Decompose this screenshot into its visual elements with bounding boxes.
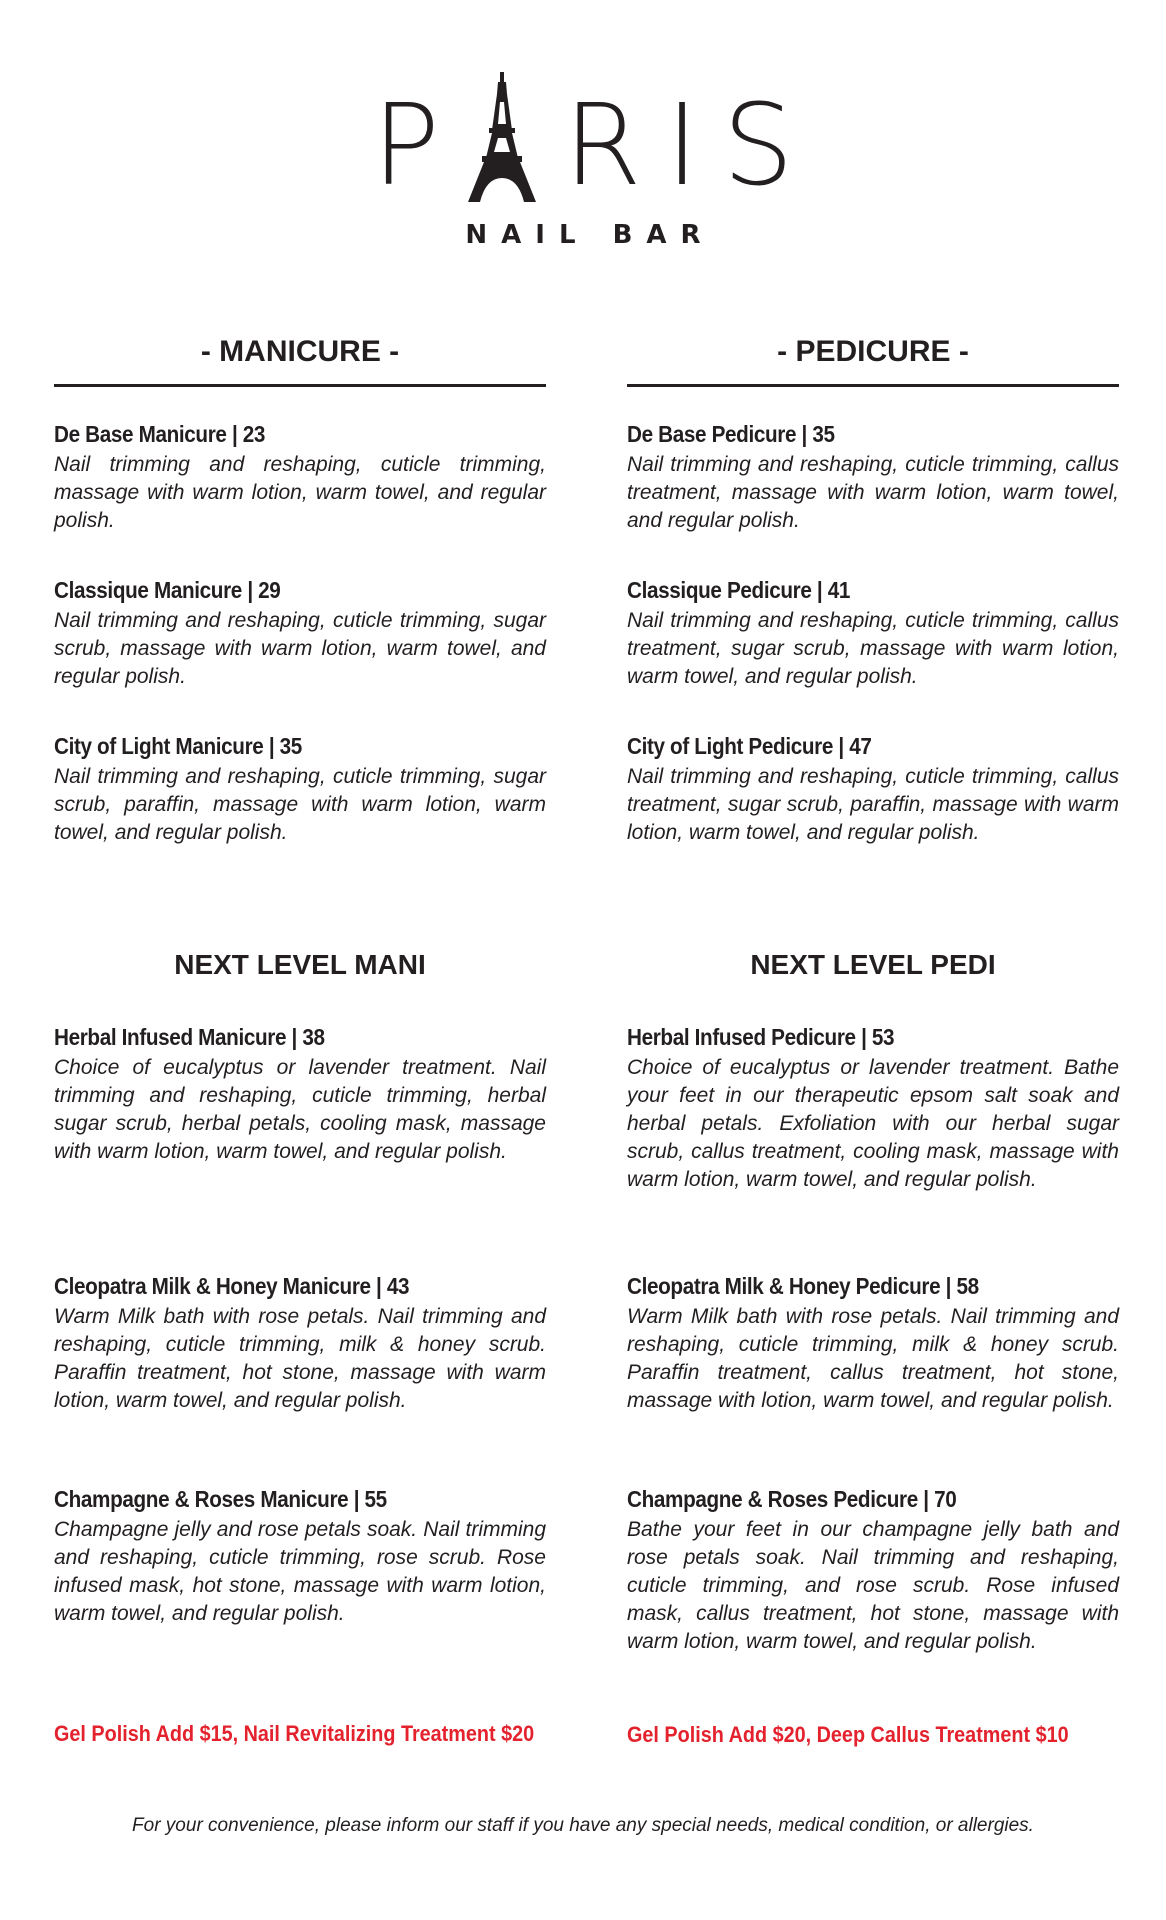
logo-subtitle: NAIL BAR — [465, 220, 715, 250]
service-description: Bathe your feet in our champagne jelly bath and rose petals soak. Nail trimming and reshaping, cuticle trimming, and rose scrub. Rose infused mask, callus treatment, hot stone, massage with warm lotion, warm towel, and regular polish. — [627, 1518, 1119, 1653]
service-item — [627, 732, 1119, 847]
service-title: De Base Pedicure | 35 — [627, 421, 835, 447]
pedicure-heading: - PEDICURE - — [627, 330, 1119, 387]
service-description: Choice of eucalyptus or lavender treatment. Bathe your feet in our therapeutic epsom salt soak and herbal petals. Exfoliation with our herbal sugar scrub, callus treatment, cooling mask, massage with warm lotion, warm towel, and regular polish. — [627, 1056, 1119, 1191]
service-title: Cleopatra Milk & Honey Pedicure | 58 — [627, 1273, 979, 1299]
service-item — [627, 420, 1119, 535]
service-description: Nail trimming and reshaping, cuticle trimming, sugar scrub, massage with warm lotion, warm towel, and regular polish. — [54, 609, 546, 688]
service-item — [54, 1272, 546, 1415]
service-item — [54, 576, 546, 691]
service-item — [627, 1023, 1119, 1194]
service-item — [54, 732, 546, 847]
service-description: Nail trimming and reshaping, cuticle trimming, callus treatment, massage with warm lotion, warm towel, and regular polish. — [627, 453, 1119, 532]
eiffel-tower-icon — [462, 72, 542, 202]
manicure-addons: Gel Polish Add $15, Nail Revitalizing Treatment $20 — [54, 1721, 535, 1746]
service-item — [54, 420, 546, 535]
service-description: Warm Milk bath with rose petals. Nail trimming and reshaping, cuticle trimming, milk & honey scrub. Paraffin treatment, callus treatment, hot stone, massage with lotion, warm towel, and regular polish. — [627, 1305, 1119, 1412]
service-title: City of Light Manicure | 35 — [54, 733, 302, 759]
logo-letter-p: P — [372, 81, 440, 211]
service-title: Classique Manicure | 29 — [54, 577, 281, 603]
manicure-heading: - MANICURE - — [54, 330, 546, 387]
service-item — [54, 1485, 546, 1628]
service-description: Nail trimming and reshaping, cuticle trimming, callus treatment, sugar scrub, massage with warm lotion, warm towel, and regular polish. — [627, 609, 1119, 688]
service-title: Cleopatra Milk & Honey Manicure | 43 — [54, 1273, 410, 1299]
logo-letter-r: R — [563, 81, 642, 211]
service-description: Choice of eucalyptus or lavender treatment. Nail trimming and reshaping, cuticle trimming, herbal sugar scrub, herbal petals, cooling mask, massage with warm lotion, warm towel, and regular polish. — [54, 1056, 546, 1163]
next-level-pedi-heading: NEXT LEVEL PEDI — [750, 949, 996, 980]
pedicure-addons: Gel Polish Add $20, Deep Callus Treatment $10 — [627, 1722, 1069, 1747]
service-title: Herbal Infused Manicure | 38 — [54, 1024, 325, 1050]
service-title: Herbal Infused Pedicure | 53 — [627, 1024, 895, 1050]
service-item — [54, 1023, 546, 1166]
service-description: Nail trimming and reshaping, cuticle trimming, massage with warm lotion, warm towel, and regular polish. — [54, 453, 546, 532]
logo-wordmark — [0, 72, 1166, 211]
service-description: Nail trimming and reshaping, cuticle trimming, sugar scrub, paraffin, massage with warm lotion, warm towel, and regular polish. — [54, 765, 546, 844]
service-title: Champagne & Roses Manicure | 55 — [54, 1486, 387, 1512]
next-level-mani-heading: NEXT LEVEL MANI — [174, 949, 426, 980]
service-description: Champagne jelly and rose petals soak. Nail trimming and reshaping, cuticle trimming, rose scrub. Rose infused mask, hot stone, massage with warm lotion, warm towel, and regular polish. — [54, 1518, 546, 1625]
footer-note: For your convenience, please inform our staff if you have any special needs, medical condition, or allergies. — [132, 1815, 1034, 1836]
service-description: Nail trimming and reshaping, cuticle trimming, callus treatment, sugar scrub, paraffin, massage with warm lotion, warm towel, and regular polish. — [627, 765, 1119, 844]
logo-letter-i: I — [665, 81, 699, 211]
pedicure-column — [627, 330, 1119, 1747]
logo — [0, 72, 1166, 250]
service-item — [627, 1272, 1119, 1415]
service-title: Classique Pedicure | 41 — [627, 577, 851, 603]
service-title: Champagne & Roses Pedicure | 70 — [627, 1486, 957, 1512]
service-title: City of Light Pedicure | 47 — [627, 733, 872, 759]
manicure-column — [54, 330, 546, 1746]
service-item — [627, 1485, 1119, 1656]
service-title: De Base Manicure | 23 — [54, 421, 266, 447]
service-description: Warm Milk bath with rose petals. Nail trimming and reshaping, cuticle trimming, milk & honey scrub. Paraffin treatment, hot stone, massage with warm lotion, warm towel, and regular polish. — [54, 1305, 546, 1412]
logo-letter-s: S — [722, 81, 794, 211]
service-item — [627, 576, 1119, 691]
